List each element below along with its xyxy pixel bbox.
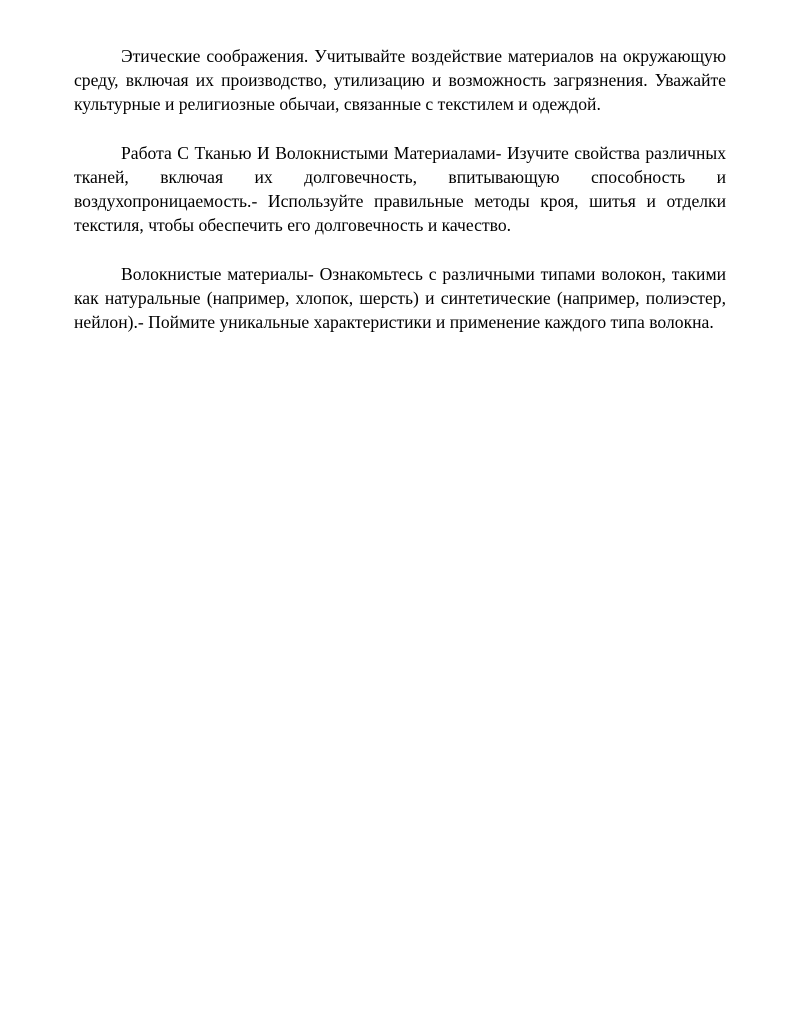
document-body	[74, 44, 726, 359]
paragraph-ethical-considerations: Этические соображения. Учитывайте воздействие материалов на окружающую среду, включая их производство, утилизацию и возможность загрязнения. Уважайте культурные и религиозные обычаи, связанные с текстилем и одеждой.	[74, 46, 726, 115]
paragraph-working-with-fabric: Работа С Тканью И Волокнистыми Материалами- Изучите свойства различных тканей, включая их долговечность, впитывающую способность и воздухопроницаемость.- Используйте правильные методы кроя, шитья и отделки текстиля, чтобы обеспечить его долговечность и качество.	[74, 142, 726, 236]
paragraph-fiber-materials: Волокнистые материалы- Ознакомьтесь с различными типами волокон, такими как натуральные (например, хлопок, шерсть) и синтетические (например, полиэстер, нейлон).- Поймите уникальные характеристики и применение каждого типа волокна.	[74, 263, 726, 333]
